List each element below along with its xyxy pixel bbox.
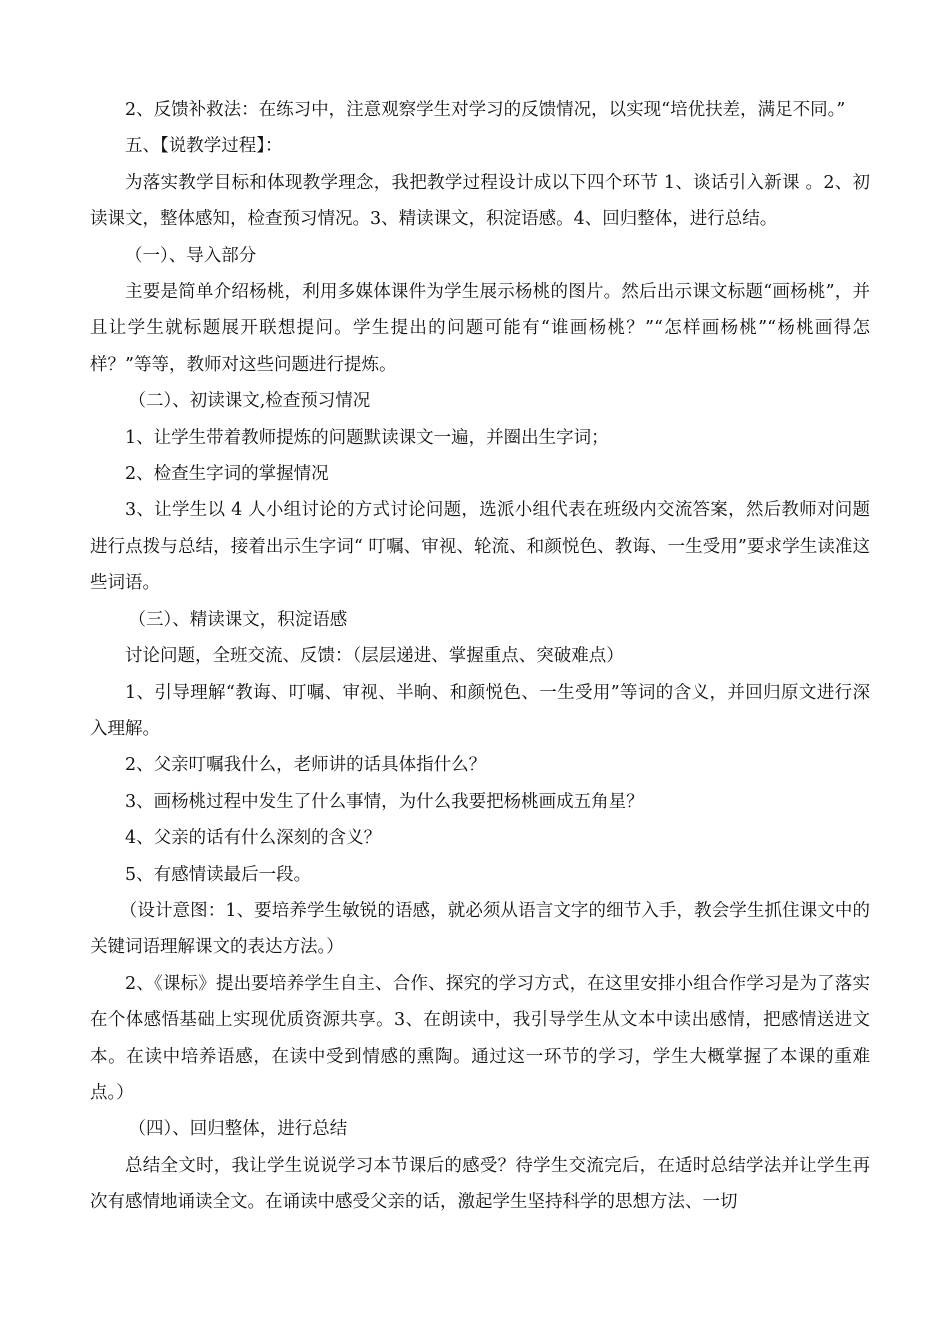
paragraph: 2、反馈补救法：在练习中，注意观察学生对学习的反馈情况，以实现“培优扶差，满足不同。”: [125, 100, 846, 120]
list-item: 1、引导理解“教诲、叮嘱、审视、半晌、和颜悦色、一生受用”等词的含义，并回归原文进行深入理解。: [90, 682, 870, 739]
list-item: 5、有感情读最后一段。: [125, 864, 312, 885]
subsection-heading: （三）、精读课文，积淀语感: [128, 609, 348, 630]
document-body: [90, 92, 870, 1221]
subsection-heading: （二）、初读课文,检查预习情况: [128, 391, 371, 412]
paragraph: 主要是简单介绍杨桃，利用多媒体课件为学生展示杨桃的图片。然后出示课文标题“画杨桃”，并且让学生就标题展开联想提问。学生提出的问题可能有“谁画杨桃？”“怎样画杨桃”“杨桃画得怎样？”等等，教师对这些问题进行提炼。: [90, 282, 870, 375]
paragraph: 2、《课标》提出要培养学生自主、合作、探究的学习方式，在这里安排小组合作学习是为了落实在个体感悟基础上实现优质资源共享。3、在朗读中，我引导学生从文本中读出感情，把感情送进文本。在读中培养语感，在读中受到情感的熏陶。通过这一环节的学习，学生大概掌握了本课的重难点。）: [90, 973, 870, 1103]
design-intent-note: （设计意图：1、要培养学生敏锐的语感，就必须从语言文字的细节入手，教会学生抓住课文中的关键词语理解课文的表达方法。）: [90, 900, 870, 958]
paragraph: 总结全文时，我让学生说说学习本节课后的感受？待学生交流完后，在适时总结学法并让学生再次有感情地诵读全文。在诵读中感受父亲的话，激起学生坚持科学的思想方法、一切: [90, 1155, 870, 1213]
paragraph: 为落实教学目标和体现教学理念，我把教学过程设计成以下四个环节 1、谈话引入新课 。2、初读课文，整体感知，检查预习情况。3、精读课文，积淀语感。4、回归整体，进行总结。: [90, 172, 870, 230]
list-item: 3、画杨桃过程中发生了什么事情，为什么我要把杨桃画成五角星？: [125, 791, 644, 812]
list-item: 2、父亲叮嘱我什么，老师讲的话具体指什么？: [125, 755, 487, 776]
list-item: 2、检查生字词的掌握情况: [125, 464, 329, 485]
section-heading: 五、【说教学过程】：: [125, 136, 283, 157]
paragraph: 讨论问题，全班交流、反馈：（层层递进、掌握重点、突破难点）: [125, 646, 624, 667]
subsection-heading: （一）、导入部分: [125, 245, 257, 266]
list-item: 3、让学生以 4 人小组讨论的方式讨论问题，选派小组代表在班级内交流答案，然后教师对问题进行点拨与总结，接着出示生字词“ 叮嘱、审视、轮流、和颜悦色、教诲、一生受用”要求学生读准这些词语。: [90, 500, 870, 594]
list-item: 1、让学生带着教师提炼的问题默读课文一遍，并圈出生字词；: [125, 427, 609, 448]
list-item: 4、父亲的话有什么深刻的含义？: [125, 828, 382, 849]
subsection-heading: （四）、回归整体，进行总结: [128, 1119, 348, 1140]
